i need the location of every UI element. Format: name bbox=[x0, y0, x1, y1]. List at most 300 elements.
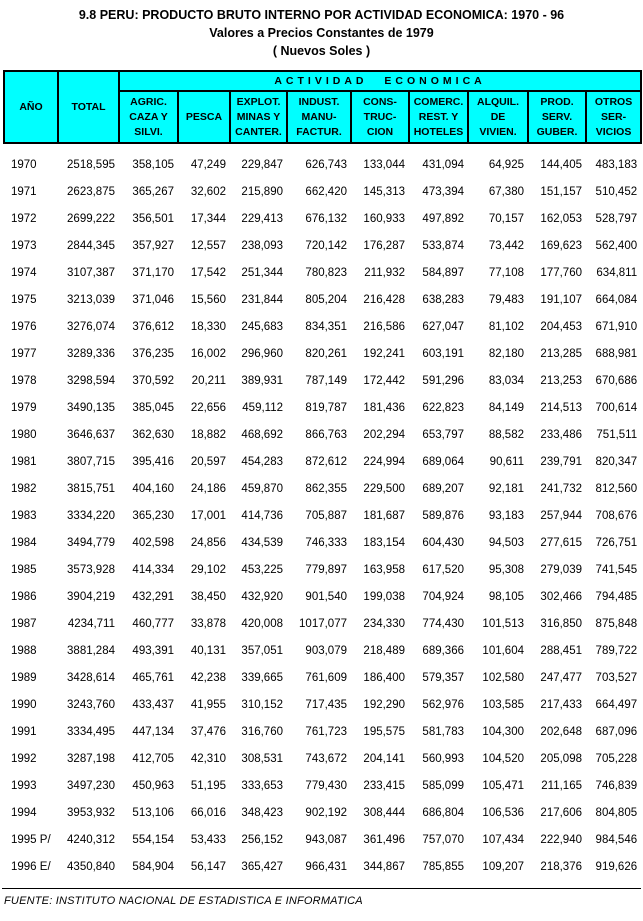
value-cell: 3646,637 bbox=[67, 428, 115, 441]
table-row bbox=[4, 772, 641, 799]
table-row bbox=[4, 691, 641, 718]
column-header-explotacion-minas: EXPLOT. MINAS Y CANTER. bbox=[230, 91, 287, 143]
value-cell: 229,500 bbox=[363, 482, 405, 495]
value-cell: 3497,230 bbox=[67, 779, 115, 792]
value-cell: 4350,840 bbox=[67, 860, 115, 873]
value-cell: 3428,614 bbox=[67, 671, 115, 684]
value-cell: 3904,219 bbox=[67, 590, 115, 603]
value-cell: 279,039 bbox=[540, 563, 582, 576]
table-row bbox=[4, 151, 641, 178]
value-cell: 686,804 bbox=[422, 806, 464, 819]
value-cell: 32,602 bbox=[190, 185, 226, 198]
year-cell: 1992 bbox=[11, 752, 37, 765]
year-cell: 1981 bbox=[11, 455, 37, 468]
value-cell: 794,485 bbox=[595, 590, 638, 603]
value-cell: 18,330 bbox=[190, 320, 226, 333]
value-cell: 365,267 bbox=[132, 185, 174, 198]
value-cell: 356,501 bbox=[132, 212, 174, 225]
table-row bbox=[4, 664, 641, 691]
value-cell: 664,497 bbox=[595, 698, 638, 711]
value-cell: 395,416 bbox=[132, 455, 174, 468]
value-cell: 903,079 bbox=[305, 644, 347, 657]
value-cell: 726,751 bbox=[595, 536, 638, 549]
value-cell: 579,357 bbox=[422, 671, 464, 684]
value-cell: 584,904 bbox=[132, 860, 174, 873]
table-row bbox=[4, 610, 641, 637]
column-header-agricultura: AGRIC. CAZA Y SILVI. bbox=[119, 91, 178, 143]
column-header-comercio-rest-hoteles: COMERC. REST. Y HOTELES bbox=[409, 91, 468, 143]
value-cell: 984,546 bbox=[595, 833, 638, 846]
value-cell: 779,430 bbox=[305, 779, 347, 792]
year-cell: 1979 bbox=[11, 401, 37, 414]
table-row bbox=[4, 313, 641, 340]
value-cell: 420,008 bbox=[241, 617, 283, 630]
value-cell: 181,687 bbox=[363, 509, 405, 522]
value-cell: 634,811 bbox=[596, 266, 638, 279]
table-row bbox=[4, 529, 641, 556]
table-row bbox=[4, 367, 641, 394]
value-cell: 664,084 bbox=[595, 293, 638, 306]
value-cell: 339,665 bbox=[241, 671, 283, 684]
value-cell: 47,249 bbox=[190, 158, 226, 171]
value-cell: 195,575 bbox=[363, 725, 405, 738]
value-cell: 181,436 bbox=[363, 401, 405, 414]
table-row bbox=[4, 286, 641, 313]
value-cell: 95,308 bbox=[488, 563, 524, 576]
table-row bbox=[4, 826, 641, 853]
value-cell: 465,761 bbox=[132, 671, 174, 684]
value-cell: 20,211 bbox=[191, 374, 226, 387]
value-cell: 743,672 bbox=[305, 752, 347, 765]
value-cell: 687,096 bbox=[595, 725, 638, 738]
value-cell: 162,053 bbox=[540, 212, 582, 225]
year-cell: 1994 bbox=[11, 806, 37, 819]
value-cell: 746,839 bbox=[595, 779, 638, 792]
value-cell: 901,540 bbox=[305, 590, 347, 603]
value-cell: 533,874 bbox=[422, 239, 464, 252]
value-cell: 3289,336 bbox=[67, 347, 115, 360]
value-cell: 234,330 bbox=[363, 617, 405, 630]
value-cell: 40,131 bbox=[190, 644, 226, 657]
value-cell: 779,897 bbox=[305, 563, 347, 576]
value-cell: 53,433 bbox=[190, 833, 226, 846]
value-cell: 257,944 bbox=[540, 509, 582, 522]
value-cell: 217,433 bbox=[540, 698, 582, 711]
value-cell: 3881,284 bbox=[67, 644, 115, 657]
value-cell: 231,844 bbox=[241, 293, 283, 306]
value-cell: 617,520 bbox=[422, 563, 464, 576]
value-cell: 205,098 bbox=[540, 752, 582, 765]
year-cell: 1995 P/ bbox=[11, 833, 51, 846]
value-cell: 774,430 bbox=[422, 617, 464, 630]
year-cell: 1972 bbox=[11, 212, 37, 225]
column-header-construccion: CONS- TRUC- CION bbox=[351, 91, 409, 143]
value-cell: 229,847 bbox=[241, 158, 283, 171]
value-cell: 708,676 bbox=[595, 509, 638, 522]
year-cell: 1988 bbox=[11, 644, 37, 657]
value-cell: 705,887 bbox=[305, 509, 347, 522]
year-cell: 1996 E/ bbox=[11, 860, 51, 873]
value-cell: 385,045 bbox=[132, 401, 174, 414]
value-cell: 3334,220 bbox=[67, 509, 115, 522]
value-cell: 371,046 bbox=[132, 293, 174, 306]
value-cell: 370,592 bbox=[132, 374, 174, 387]
value-cell: 211,932 bbox=[364, 266, 405, 279]
value-cell: 376,235 bbox=[132, 347, 174, 360]
value-cell: 460,777 bbox=[132, 617, 174, 630]
value-cell: 688,981 bbox=[595, 347, 638, 360]
value-cell: 3953,932 bbox=[67, 806, 115, 819]
value-cell: 213,253 bbox=[540, 374, 582, 387]
value-cell: 104,520 bbox=[482, 752, 524, 765]
value-cell: 202,648 bbox=[540, 725, 582, 738]
value-cell: 222,940 bbox=[540, 833, 582, 846]
value-cell: 3573,928 bbox=[67, 563, 115, 576]
value-cell: 581,783 bbox=[422, 725, 464, 738]
value-cell: 676,132 bbox=[305, 212, 347, 225]
table-row bbox=[4, 178, 641, 205]
value-cell: 302,466 bbox=[540, 590, 582, 603]
value-cell: 18,882 bbox=[190, 428, 226, 441]
value-cell: 308,444 bbox=[363, 806, 405, 819]
value-cell: 308,531 bbox=[241, 752, 283, 765]
value-cell: 2623,875 bbox=[67, 185, 115, 198]
value-cell: 3298,594 bbox=[67, 374, 115, 387]
value-cell: 88,582 bbox=[488, 428, 524, 441]
year-cell: 1978 bbox=[11, 374, 37, 387]
value-cell: 626,743 bbox=[305, 158, 347, 171]
value-cell: 186,400 bbox=[363, 671, 405, 684]
year-cell: 1970 bbox=[11, 158, 37, 171]
value-cell: 104,300 bbox=[482, 725, 524, 738]
value-cell: 3815,751 bbox=[67, 482, 115, 495]
value-cell: 454,283 bbox=[241, 455, 283, 468]
value-cell: 358,105 bbox=[132, 158, 174, 171]
value-cell: 192,290 bbox=[363, 698, 405, 711]
value-cell: 277,615 bbox=[540, 536, 582, 549]
year-cell: 1982 bbox=[11, 482, 37, 495]
value-cell: 133,044 bbox=[363, 158, 405, 171]
value-cell: 493,391 bbox=[132, 644, 174, 657]
value-cell: 820,261 bbox=[305, 347, 347, 360]
value-cell: 224,994 bbox=[363, 455, 405, 468]
table-body bbox=[4, 143, 641, 880]
value-cell: 20,597 bbox=[190, 455, 226, 468]
value-cell: 562,400 bbox=[595, 239, 638, 252]
value-cell: 389,931 bbox=[241, 374, 283, 387]
value-cell: 3107,387 bbox=[67, 266, 115, 279]
value-cell: 241,732 bbox=[540, 482, 582, 495]
value-cell: 204,453 bbox=[540, 320, 582, 333]
value-cell: 169,623 bbox=[540, 239, 582, 252]
value-cell: 172,442 bbox=[363, 374, 405, 387]
table-row bbox=[4, 853, 641, 880]
value-cell: 746,333 bbox=[305, 536, 347, 549]
total-column-header: TOTAL bbox=[58, 71, 119, 143]
value-cell: 919,626 bbox=[595, 860, 638, 873]
column-header-industria-manufacturera: INDUST. MANU- FACTUR. bbox=[287, 91, 351, 143]
value-cell: 202,294 bbox=[363, 428, 405, 441]
table-row bbox=[4, 448, 641, 475]
value-cell: 1017,077 bbox=[299, 617, 347, 630]
value-cell: 77,108 bbox=[488, 266, 524, 279]
value-cell: 215,890 bbox=[241, 185, 283, 198]
value-cell: 191,107 bbox=[540, 293, 582, 306]
value-cell: 67,380 bbox=[488, 185, 524, 198]
value-cell: 288,451 bbox=[540, 644, 582, 657]
value-cell: 554,154 bbox=[132, 833, 174, 846]
value-cell: 24,856 bbox=[190, 536, 226, 549]
activity-group-header: ACTIVIDAD ECONOMICA bbox=[119, 71, 641, 91]
value-cell: 689,064 bbox=[422, 455, 464, 468]
value-cell: 3494,779 bbox=[67, 536, 115, 549]
source-note: FUENTE: INSTITUTO NACIONAL DE ESTADISTICA E INFORMATICA bbox=[4, 895, 363, 907]
table-row bbox=[4, 637, 641, 664]
value-cell: 622,823 bbox=[422, 401, 464, 414]
value-cell: 789,722 bbox=[595, 644, 638, 657]
value-cell: 362,630 bbox=[132, 428, 174, 441]
value-cell: 90,611 bbox=[489, 455, 524, 468]
value-cell: 38,450 bbox=[190, 590, 226, 603]
value-cell: 163,958 bbox=[363, 563, 405, 576]
year-cell: 1985 bbox=[11, 563, 37, 576]
year-cell: 1991 bbox=[11, 725, 37, 738]
value-cell: 3276,074 bbox=[67, 320, 115, 333]
page-title: 9.8 PERU: PRODUCTO BRUTO INTERNO POR ACTIVIDAD ECONOMICA: 1970 - 96 bbox=[78, 8, 565, 22]
value-cell: 24,186 bbox=[190, 482, 226, 495]
value-cell: 751,511 bbox=[596, 428, 638, 441]
value-cell: 98,105 bbox=[488, 590, 524, 603]
year-cell: 1976 bbox=[11, 320, 37, 333]
table-row bbox=[4, 718, 641, 745]
value-cell: 510,452 bbox=[595, 185, 638, 198]
value-cell: 216,428 bbox=[363, 293, 405, 306]
value-cell: 2518,595 bbox=[67, 158, 115, 171]
value-cell: 862,355 bbox=[305, 482, 347, 495]
value-cell: 310,152 bbox=[241, 698, 283, 711]
value-cell: 160,933 bbox=[363, 212, 405, 225]
value-cell: 761,609 bbox=[305, 671, 347, 684]
value-cell: 402,598 bbox=[132, 536, 174, 549]
value-cell: 73,442 bbox=[488, 239, 524, 252]
value-cell: 233,415 bbox=[363, 779, 405, 792]
value-cell: 468,692 bbox=[241, 428, 283, 441]
value-cell: 703,527 bbox=[595, 671, 638, 684]
value-cell: 653,797 bbox=[422, 428, 464, 441]
page-subtitle: Valores a Precios Constantes de 1979 bbox=[209, 26, 434, 40]
value-cell: 670,686 bbox=[595, 374, 638, 387]
value-cell: 528,797 bbox=[595, 212, 638, 225]
gdp-table bbox=[3, 70, 642, 880]
value-cell: 761,723 bbox=[305, 725, 347, 738]
value-cell: 432,291 bbox=[132, 590, 174, 603]
value-cell: 834,351 bbox=[305, 320, 347, 333]
value-cell: 70,157 bbox=[488, 212, 524, 225]
table-row bbox=[4, 745, 641, 772]
value-cell: 3243,760 bbox=[67, 698, 115, 711]
value-cell: 689,207 bbox=[422, 482, 464, 495]
value-cell: 183,154 bbox=[363, 536, 405, 549]
table-row bbox=[4, 340, 641, 367]
value-cell: 22,656 bbox=[190, 401, 226, 414]
value-cell: 145,313 bbox=[363, 185, 405, 198]
value-cell: 144,405 bbox=[540, 158, 582, 171]
value-cell: 66,016 bbox=[190, 806, 226, 819]
value-cell: 64,925 bbox=[488, 158, 524, 171]
value-cell: 109,207 bbox=[482, 860, 524, 873]
value-cell: 453,225 bbox=[241, 563, 283, 576]
column-header-pesca: PESCA bbox=[178, 91, 230, 143]
value-cell: 192,241 bbox=[363, 347, 405, 360]
value-cell: 33,878 bbox=[190, 617, 226, 630]
value-cell: 213,285 bbox=[540, 347, 582, 360]
value-cell: 101,604 bbox=[482, 644, 524, 657]
value-cell: 176,287 bbox=[363, 239, 405, 252]
value-cell: 333,653 bbox=[241, 779, 283, 792]
table-row bbox=[4, 259, 641, 286]
value-cell: 404,160 bbox=[132, 482, 174, 495]
value-cell: 93,183 bbox=[488, 509, 524, 522]
table-row bbox=[4, 799, 641, 826]
column-header-prod-serv-guber: PROD. SERV. GUBER. bbox=[528, 91, 586, 143]
value-cell: 805,204 bbox=[305, 293, 347, 306]
value-cell: 79,483 bbox=[488, 293, 524, 306]
value-cell: 3807,715 bbox=[67, 455, 115, 468]
value-cell: 12,557 bbox=[190, 239, 226, 252]
value-cell: 513,106 bbox=[132, 806, 174, 819]
year-cell: 1987 bbox=[11, 617, 37, 630]
value-cell: 780,823 bbox=[305, 266, 347, 279]
value-cell: 662,420 bbox=[305, 185, 347, 198]
value-cell: 214,513 bbox=[540, 401, 582, 414]
value-cell: 42,310 bbox=[190, 752, 226, 765]
value-cell: 16,002 bbox=[190, 347, 226, 360]
year-cell: 1983 bbox=[11, 509, 37, 522]
table-row bbox=[4, 583, 641, 610]
value-cell: 875,848 bbox=[595, 617, 638, 630]
value-cell: 105,471 bbox=[482, 779, 524, 792]
value-cell: 638,283 bbox=[422, 293, 464, 306]
value-cell: 233,486 bbox=[540, 428, 582, 441]
value-cell: 591,296 bbox=[422, 374, 464, 387]
value-cell: 51,195 bbox=[190, 779, 226, 792]
value-cell: 218,376 bbox=[540, 860, 582, 873]
value-cell: 365,427 bbox=[241, 860, 283, 873]
value-cell: 700,614 bbox=[595, 401, 638, 414]
value-cell: 741,545 bbox=[595, 563, 638, 576]
value-cell: 229,413 bbox=[241, 212, 283, 225]
value-cell: 671,910 bbox=[595, 320, 638, 333]
value-cell: 497,892 bbox=[422, 212, 464, 225]
value-cell: 459,112 bbox=[242, 401, 283, 414]
value-cell: 902,192 bbox=[305, 806, 347, 819]
value-cell: 459,870 bbox=[241, 482, 283, 495]
value-cell: 296,960 bbox=[241, 347, 283, 360]
value-cell: 562,976 bbox=[422, 698, 464, 711]
value-cell: 483,183 bbox=[595, 158, 638, 171]
value-cell: 866,763 bbox=[305, 428, 347, 441]
value-cell: 211,165 bbox=[541, 779, 582, 792]
value-cell: 720,142 bbox=[305, 239, 347, 252]
table-row bbox=[4, 502, 641, 529]
value-cell: 717,435 bbox=[305, 698, 347, 711]
year-cell: 1975 bbox=[11, 293, 37, 306]
value-cell: 216,586 bbox=[363, 320, 405, 333]
value-cell: 414,736 bbox=[241, 509, 283, 522]
value-cell: 344,867 bbox=[363, 860, 405, 873]
table-row bbox=[4, 475, 641, 502]
value-cell: 217,606 bbox=[540, 806, 582, 819]
table-row bbox=[4, 394, 641, 421]
column-header-otros-servicios: OTROS SER- VICIOS bbox=[586, 91, 641, 143]
value-cell: 17,001 bbox=[190, 509, 226, 522]
title-block bbox=[0, 0, 643, 58]
value-cell: 2699,222 bbox=[67, 212, 115, 225]
year-cell: 1984 bbox=[11, 536, 37, 549]
year-cell: 1989 bbox=[11, 671, 37, 684]
units-label: ( Nuevos Soles ) bbox=[272, 44, 371, 58]
value-cell: 15,560 bbox=[190, 293, 226, 306]
value-cell: 3287,198 bbox=[67, 752, 115, 765]
value-cell: 3490,135 bbox=[67, 401, 115, 414]
value-cell: 966,431 bbox=[305, 860, 347, 873]
value-cell: 102,580 bbox=[482, 671, 524, 684]
value-cell: 199,038 bbox=[363, 590, 405, 603]
value-cell: 81,102 bbox=[488, 320, 524, 333]
value-cell: 83,034 bbox=[488, 374, 524, 387]
value-cell: 414,334 bbox=[132, 563, 174, 576]
value-cell: 450,963 bbox=[132, 779, 174, 792]
value-cell: 107,434 bbox=[482, 833, 524, 846]
value-cell: 603,191 bbox=[422, 347, 464, 360]
value-cell: 2844,345 bbox=[67, 239, 115, 252]
value-cell: 316,850 bbox=[540, 617, 582, 630]
column-header-alquiler-vivienda: ALQUIL. DE VIVIEN. bbox=[468, 91, 528, 143]
value-cell: 251,344 bbox=[241, 266, 283, 279]
value-cell: 412,705 bbox=[132, 752, 174, 765]
value-cell: 357,051 bbox=[241, 644, 283, 657]
value-cell: 585,099 bbox=[422, 779, 464, 792]
table-row bbox=[4, 232, 641, 259]
value-cell: 376,612 bbox=[132, 320, 174, 333]
value-cell: 106,536 bbox=[482, 806, 524, 819]
table-spacer-row bbox=[4, 143, 641, 151]
value-cell: 218,489 bbox=[363, 644, 405, 657]
value-cell: 84,149 bbox=[488, 401, 524, 414]
value-cell: 560,993 bbox=[422, 752, 464, 765]
value-cell: 361,496 bbox=[363, 833, 405, 846]
value-cell: 245,683 bbox=[241, 320, 283, 333]
value-cell: 757,070 bbox=[422, 833, 464, 846]
value-cell: 473,394 bbox=[422, 185, 464, 198]
year-cell: 1980 bbox=[11, 428, 37, 441]
year-cell: 1993 bbox=[11, 779, 37, 792]
value-cell: 785,855 bbox=[422, 860, 464, 873]
value-cell: 357,927 bbox=[132, 239, 174, 252]
value-cell: 431,094 bbox=[422, 158, 464, 171]
value-cell: 4234,711 bbox=[67, 617, 115, 630]
value-cell: 943,087 bbox=[305, 833, 347, 846]
year-cell: 1971 bbox=[11, 185, 37, 198]
value-cell: 17,344 bbox=[190, 212, 226, 225]
year-column-header: AÑO bbox=[4, 71, 58, 143]
value-cell: 238,093 bbox=[241, 239, 283, 252]
value-cell: 42,238 bbox=[190, 671, 226, 684]
value-cell: 371,170 bbox=[132, 266, 174, 279]
value-cell: 3334,495 bbox=[67, 725, 115, 738]
value-cell: 92,181 bbox=[488, 482, 524, 495]
value-cell: 872,612 bbox=[305, 455, 347, 468]
